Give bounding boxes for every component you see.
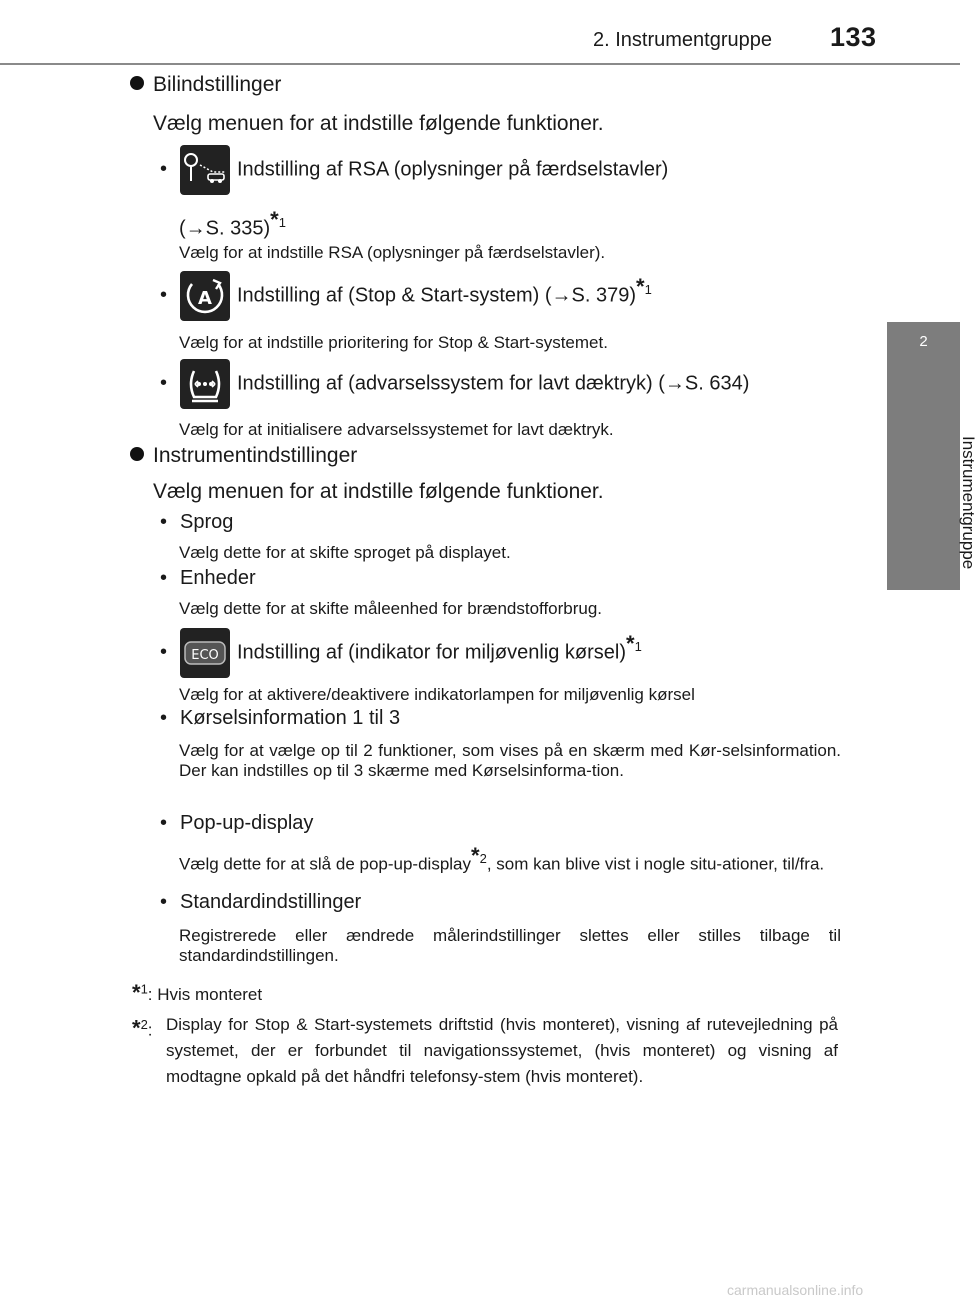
arrow-right-icon: →: [664, 372, 685, 395]
list-item-popup: • Pop-up-display: [160, 812, 314, 834]
svg-text:ECO: ECO: [191, 648, 219, 663]
section-intro-bil: Vælg menuen for at indstille følgende funktioner.: [153, 112, 604, 135]
footnote-1: *$^1$: Hvis monteret: [132, 980, 263, 1005]
watermark: carmanualsonline.info: [727, 1282, 864, 1298]
page-number: 133: [830, 22, 877, 52]
footnote-2: *$^2$: Display for Stop & Start-systemets driftstid (hvis monteret), visning af rutevejledning på systemet, der er forbundet til navigationssystemet, (hvis monteret) og visning af modtagne opkald på det håndfri telefonsy-stem (hvis monteret).: [132, 1012, 838, 1090]
rsa-icon: [180, 145, 230, 195]
list-item-standard: • Standardindstillinger: [160, 891, 362, 913]
popup-description: Vælg dette for at slå de pop-up-display$^{*2}$, som kan blive vist i nogle situ-ationer, til/fra.: [179, 843, 825, 874]
arrow-right-icon: →: [551, 284, 572, 307]
stop-start-label: Indstilling af (Stop & Start-system) (: [237, 284, 552, 307]
footnote-2-text: Display for Stop & Start-systemets driftstid (hvis monteret), visning af rutevejledning på systemet, der er forbundet til navigationssystemet, (hvis monteret) og visning af modtagne opkald på det håndfri telefonsy-stem (hvis monteret).: [166, 1015, 838, 1086]
list-item-tire-pressure: • Indstilling af (advarselssystem for lavt dæktryk) (→S. 634): [160, 359, 749, 409]
list-item-rsa: • Indstilling af RSA (oplysninger på færdselstavler): [160, 145, 668, 195]
header-rule: [0, 63, 960, 65]
section-heading-instr: Instrumentindstillinger: [130, 444, 357, 468]
korsel-description: Vælg for at vælge op til 2 funktioner, som vises på en skærm med Kør-selsinformation. Der kan indstilles op til 3 skærme med Kørselsinforma-tion.: [179, 741, 841, 780]
section-intro-instr: Vælg menuen for at indstille følgende funktioner.: [153, 480, 604, 503]
svg-text:A: A: [198, 288, 212, 309]
chapter-tab-number: 2: [919, 333, 928, 350]
auto-stop-start-icon: [180, 271, 230, 321]
sprog-description: Vælg dette for at skifte sproget på displayet.: [179, 543, 511, 562]
eco-description: Vælg for at aktivere/deaktivere indikatorlampen for miljøvenlig kørsel: [179, 685, 695, 704]
list-item-korsel: • Kørselsinformation 1 til 3: [160, 707, 401, 729]
stop-start-description: Vælg for at indstille prioritering for Stop & Start-systemet.: [179, 333, 608, 352]
tire-pressure-description: Vælg for at initialisere advarselssystemet for lavt dæktryk.: [179, 420, 614, 439]
bullet-dot-icon: [130, 76, 144, 90]
rsa-description: Vælg for at indstille RSA (oplysninger på færdselstavler).: [179, 243, 606, 262]
list-item-stop-start: • A Indstilling af (Stop & Start-system) (→S. 379)$^{*1}$: [160, 271, 652, 321]
header-title: 2. Instrumentgruppe: [593, 29, 772, 51]
standard-description: Registrerede eller ændrede målerindstillinger slettes eller stilles tilbage til standardindstillingen.: [179, 926, 841, 965]
bullet-dot-icon: [130, 447, 144, 461]
list-item-enheder: • Enheder: [160, 567, 256, 589]
tire-pressure-icon: [180, 359, 230, 409]
list-item-eco: • ECO Indstilling af (indikator for miljøvenlig kørsel)$^{*1}$: [160, 628, 642, 678]
chapter-tab-label: Instrumentgruppe: [959, 436, 978, 570]
list-item-sprog: • Sprog: [160, 511, 234, 533]
arrow-right-icon: →: [185, 217, 206, 240]
tire-pressure-label: Indstilling af (advarselssystem for lavt dæktryk) (: [237, 372, 665, 395]
section-heading-bil: Bilindstillinger: [130, 73, 281, 97]
chapter-tab: [887, 322, 960, 590]
enheder-description: Vælg dette for at skifte måleenhed for brændstofforbrug.: [179, 599, 603, 618]
rsa-reference: (→S. 335)$^{*1}$: [179, 207, 286, 240]
eco-label: Indstilling af (indikator for miljøvenlig kørsel): [237, 641, 627, 664]
eco-icon: [180, 628, 230, 678]
rsa-label: Indstilling af RSA (oplysninger på færdselstavler): [237, 158, 669, 181]
